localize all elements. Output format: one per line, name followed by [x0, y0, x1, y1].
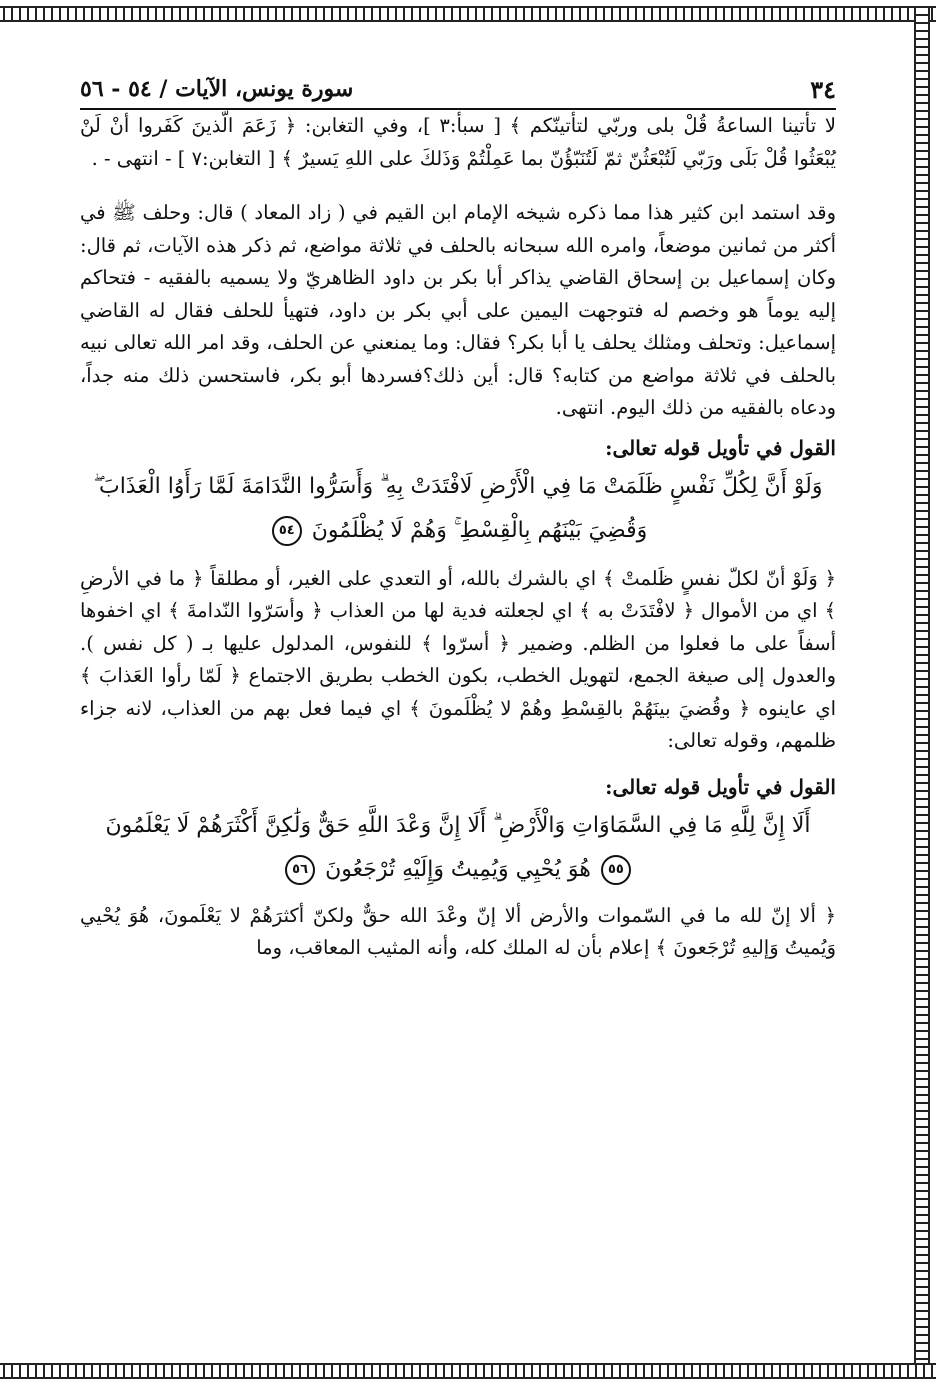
spacer — [80, 758, 836, 770]
paragraph-continuation: لا تأتينا الساعةُ قُلْ بلى وربّي لتأتينّكم ﴾ [ سبأ:٣ ]، وفي التغابن: ﴿ زَعَمَ الّذينَ كَفَروا أنْ لَنْ يُبْعَثُوا قُلْ بَلَى ورَبّي لَتُبْعَثُنّ ثمّ لَتُنَبّؤُنّ بما عَمِلْتُمْ وَذَلكَ على اللهِ يَسيرٌ ﴾ [ التغابن:٧ ] - انتهى - . — [80, 114, 837, 170]
decorative-border-right — [914, 6, 930, 1379]
verse-text: هُوَ يُحْيِي وَيُمِيتُ وَإِلَيْهِ تُرْجَعُونَ — [325, 856, 591, 882]
section-heading: القول في تأويل قوله تعالى: — [605, 435, 836, 460]
ayah-number-marker: ٥٤ — [272, 516, 302, 546]
decorative-border-top — [0, 6, 936, 22]
book-page — [80, 70, 836, 965]
ayah-number-marker: ٥٥ — [601, 855, 631, 885]
verse-commentary: ﴿ وَلَوْ أنّ لكلّ نفسٍ ظَلمتْ ﴾ اي بالشرك بالله، أو التعدي على الغير، أو مطلقاً ﴿ ما في الأرضِ ﴾ اي من الأموال ﴿ لافْتَدَتْ به ﴾ اي لجعلته فدية لها من العذاب ﴿ وأسَرّوا النّدامةَ ﴾ اي اخفوها أسفاً على ما فعلوا من الظلم. وضمير ﴿ أسرّوا ﴾ للنفوس، المدلول عليها بـ ( كل نفس ). والعدول إلى صيغة الجمع، لتهويل الخطب، بكون الخطب بطريق الاجتماع ﴿ لَمّا رأوا العَذابَ ﴾ اي عاينوه ﴿ وقُضيَ بينَهُمْ بالقِسْطِ وهُمْ لا يُظْلَمونَ ﴾ اي فيما فعل بهم من العذاب، لانه جزاء ظلمهم، وقوله تعالى: — [80, 566, 836, 752]
paragraph-ibn-kathir: وقد استمد ابن كثير هذا مما ذكره شيخه الإمام ابن القيم في ( زاد المعاد ) قال: وحلف ﷺ في أكثر من ثمانين موضعاً، وامره الله سبحانه بالحلف في ثلاثة مواضع، ثم ذكر هذه الآيات، ثم قال: وكان إسماعيل بن إسحاق القاضي يذاكر أبا بكر بن داود الظاهريّ ولا يسميه بالفقيه - فتحاكم إليه يوماً هو وخصم له فتوجهت اليمين على أبي بكر بن داود، فتهيأ للحلف فقال له القاضي إسماعيل: وتحلف ومثلك يحلف يا أبا بكر؟ فقال: وما يمنعني عن الحلف، وقد امر الله تعالى نبيه بالحلف في ثلاثة مواضع من كتابه؟ قال: أين ذلك؟فسردها أبو بكر، فاستحسن ذلك منه جداً، ودعاه بالفقيه من ذلك اليوم. انتهى. — [80, 201, 836, 419]
page-header — [80, 70, 836, 110]
ayah-number-marker: ٥٦ — [285, 855, 315, 885]
spacer — [80, 553, 836, 563]
paragraph-gap — [80, 175, 836, 197]
verse-line — [80, 509, 836, 553]
section-heading: القول في تأويل قوله تعالى: — [605, 774, 836, 799]
verse-line: أَلَا إِنَّ لِلَّهِ مَا فِي السَّمَاوَاتِ وَالْأَرْضِ ۗ أَلَا إِنَّ وَعْدَ اللَّهِ حَقٌّ وَلَٰكِنَّ أَكْثَرَهُمْ لَا يَعْلَمُونَ — [105, 812, 811, 838]
running-title: سورة يونس، الآيات / ٥٤ - ٥٦ — [80, 76, 354, 102]
decorative-border-bottom — [0, 1363, 936, 1379]
quran-verse-block — [80, 804, 836, 892]
spacer — [80, 892, 836, 900]
verse-line — [80, 848, 836, 892]
verse-text: وَقُضِيَ بَيْنَهُم بِالْقِسْطِ ۚ وَهُمْ لَا يُظْلَمُونَ — [311, 517, 648, 543]
quran-verse-block — [80, 465, 836, 553]
page-number: ٣٤ — [810, 74, 836, 104]
verse-commentary: ﴿ ألا إنّ لله ما في السّموات والأرض ألا إنّ وعْدَ الله حقٌّ ولكنّ أكثرَهُمْ لا يَعْلَمونَ، هُوَ يُحْيي وَيُميتُ وَإليهِ تُرْجَعونَ ﴾ إعلام بأن له الملك كله، وأنه المثيب المعاقب، وما — [80, 903, 836, 959]
verse-line: وَلَوْ أَنَّ لِكُلِّ نَفْسٍ ظَلَمَتْ مَا فِي الْأَرْضِ لَافْتَدَتْ بِهِ ۗ وَأَسَرُّوا النَّدَامَةَ لَمَّا رَأَوُا الْعَذَابَ ۖ — [93, 473, 823, 499]
